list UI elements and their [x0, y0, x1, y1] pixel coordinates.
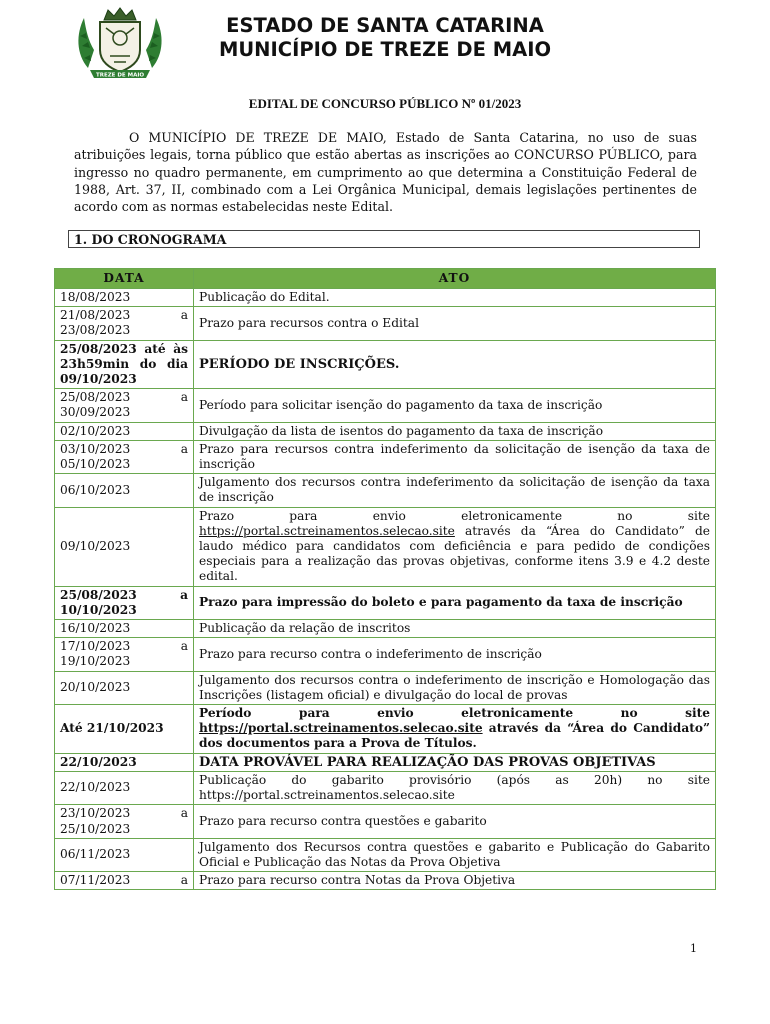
table-row [55, 753, 716, 771]
row-act-text: Prazo para envio eletronicamente no site [199, 508, 710, 523]
table-row [55, 638, 716, 671]
table-row [55, 838, 716, 871]
row-act: PERÍODO DE INSCRIÇÕES. [194, 340, 716, 389]
table-row [55, 671, 716, 704]
row-act: DATA PROVÁVEL PARA REALIZAÇÃO DAS PROVAS OBJETIVAS [194, 753, 716, 771]
row-date: 23/10/2023 a 25/10/2023 [55, 805, 194, 838]
table-row [55, 307, 716, 340]
table-row [55, 586, 716, 619]
row-act: Prazo para recursos contra o Edital [194, 307, 716, 340]
row-act: Período para solicitar isenção do pagamento da taxa de inscrição [194, 389, 716, 422]
svg-text:TREZE DE MAIO: TREZE DE MAIO [95, 72, 145, 79]
column-header-ato: ATO [194, 269, 716, 289]
row-act: Julgamento dos recursos contra indeferimento da solicitação de isenção da taxa de inscrição [194, 474, 716, 507]
table-row [55, 340, 716, 389]
row-date: 06/10/2023 [55, 474, 194, 507]
row-act: Julgamento dos recursos contra o indeferimento de inscrição e Homologação das Inscrições (listagem oficial) e divulgação do local de provas [194, 671, 716, 704]
row-act: Divulgação da lista de isentos do pagamento da taxa de inscrição [194, 422, 716, 440]
row-act: Prazo para impressão do boleto e para pagamento da taxa de inscrição [194, 586, 716, 619]
table-header-row [55, 269, 716, 289]
table-row [55, 422, 716, 440]
row-date: 02/10/2023 [55, 422, 194, 440]
row-date: 06/11/2023 [55, 838, 194, 871]
row-date: 22/10/2023 [55, 753, 194, 771]
row-date: 07/11/2023 a [55, 872, 194, 890]
row-act-text: através da “Área do Candidato” de laudo médico para candidatos com deficiência e para pedido de condições especiais para a realização das provas objetivas, conforme itens 3.9 e 4.2 deste edital. [199, 523, 710, 584]
header-state: ESTADO DE SANTA CATARINA [226, 14, 544, 37]
table-row [55, 620, 716, 638]
row-act: Prazo para recurso contra o indeferimento de inscrição [194, 638, 716, 671]
edital-title: EDITAL DE CONCURSO PÚBLICO Nº 01/2023 [248, 96, 522, 111]
row-act: Prazo para recursos contra indeferimento da solicitação de isenção da taxa de inscrição [194, 440, 716, 473]
row-act-text: através da “Área do Candidato” dos documentos para a Prova de Títulos. [199, 721, 710, 751]
column-header-data: DATA [55, 269, 194, 289]
row-act: Publicação da relação de inscritos [194, 620, 716, 638]
row-date: 21/08/2023 a 23/08/2023 [55, 307, 194, 340]
table-row [55, 705, 716, 754]
table-row [55, 440, 716, 473]
row-act [194, 705, 716, 754]
table-row [55, 389, 716, 422]
table-row [55, 289, 716, 307]
row-date: 20/10/2023 [55, 671, 194, 704]
row-act: Prazo para recurso contra Notas da Prova Objetiva [194, 872, 716, 890]
row-act-text: Período para envio eletronicamente no site [199, 706, 710, 721]
table-row [55, 771, 716, 804]
row-act: Publicação do Edital. [194, 289, 716, 307]
header-title [175, 14, 595, 62]
row-date: 16/10/2023 [55, 620, 194, 638]
table-row [55, 805, 716, 838]
row-date: 09/10/2023 [55, 507, 194, 586]
row-date: 18/08/2023 [55, 289, 194, 307]
portal-link[interactable]: https://portal.sctreinamentos.selecao.site [199, 523, 455, 538]
row-date: 03/10/2023 a 05/10/2023 [55, 440, 194, 473]
row-act: Publicação do gabarito provisório (após as 20h) no site https://portal.sctreinamentos.selecao.site [194, 771, 716, 804]
intro-paragraph: O MUNICÍPIO DE TREZE DE MAIO, Estado de Santa Catarina, no uso de suas atribuições legais, torna público que estão abertas as inscrições ao CONCURSO PÚBLICO, para ingresso no quadro permanente, em cumprimento ao que determina a Constituição Federal de 1988, Art. 37, II, combinado com a Lei Orgânica Municipal, demais legislações pertinentes de acordo com as normas estabelecidas neste Edital. [74, 130, 697, 215]
row-act: Julgamento dos Recursos contra questões e gabarito e Publicação do Gabarito Oficial e Publicação das Notas da Prova Objetiva [194, 838, 716, 871]
portal-link[interactable]: https://portal.sctreinamentos.selecao.site [199, 721, 483, 736]
table-row [55, 474, 716, 507]
municipal-crest-logo [70, 6, 170, 84]
row-date: Até 21/10/2023 [55, 705, 194, 754]
row-act [194, 507, 716, 586]
row-date: 25/08/2023 a 10/10/2023 [55, 586, 194, 619]
row-act: Prazo para recurso contra questões e gabarito [194, 805, 716, 838]
page-number: 1 [690, 942, 697, 955]
row-date: 25/08/2023 a 30/09/2023 [55, 389, 194, 422]
table-row [55, 507, 716, 586]
section-title-cronograma: 1. DO CRONOGRAMA [68, 230, 700, 248]
header-municipality: MUNICÍPIO DE TREZE DE MAIO [218, 38, 552, 61]
table-row [55, 872, 716, 890]
row-date: 17/10/2023 a 19/10/2023 [55, 638, 194, 671]
row-date: 22/10/2023 [55, 771, 194, 804]
row-date: 25/08/2023 até às 23h59min do dia 09/10/2023 [55, 340, 194, 389]
cronograma-table [54, 268, 716, 890]
